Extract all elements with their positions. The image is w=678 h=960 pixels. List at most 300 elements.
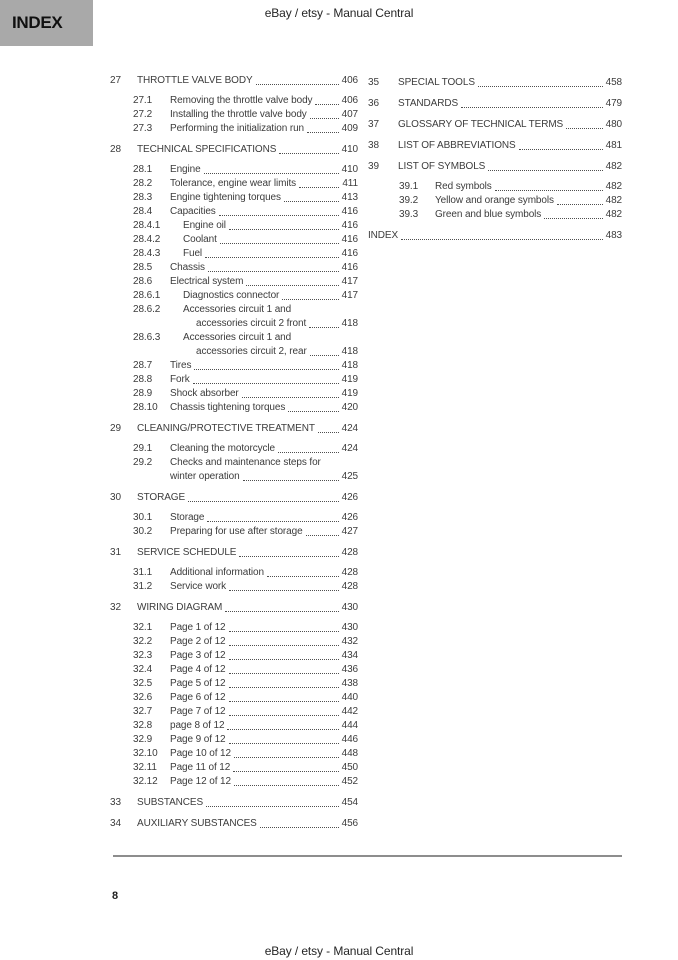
toc-entry-number: 28.7 [133,360,153,371]
toc-entry-title: Electrical system [170,276,244,287]
toc-section [110,491,358,539]
page-number: 482 [605,195,622,206]
toc-entry [110,566,358,580]
toc-entry-title: Fuel [183,248,203,259]
toc-entry-title: Page 2 of 12 [170,636,226,647]
page-number: 440 [341,692,358,703]
leader-dots [229,687,339,688]
toc-section-heading [368,139,622,153]
toc-entry [110,705,358,719]
toc-entries [110,94,358,136]
toc-entry-title: Chassis [170,262,205,273]
toc-entry-text [170,303,358,331]
leader-dots [205,257,339,258]
toc-section-title: GLOSSARY OF TECHNICAL TERMS [398,119,564,130]
toc-entry-number: 30.1 [133,512,153,523]
toc-entry-title: Page 9 of 12 [170,734,226,745]
header-title: eBay / etsy - Manual Central [264,6,414,20]
toc-entry-title: Page 11 of 12 [170,762,231,773]
toc-entry-number: 32.2 [133,636,153,647]
toc-section [368,97,622,111]
toc-entry-number: 30.2 [133,526,153,537]
toc-section [110,422,358,484]
page-number: 432 [341,636,358,647]
toc-entry [110,163,358,177]
toc-entry-title: Cleaning the motorcycle [170,443,275,454]
toc-entry-number: 28.2 [133,178,153,189]
page-number: 452 [341,776,358,787]
leader-dots [193,383,339,384]
toc-entry-number: 29.2 [133,457,153,468]
toc-entry-title: Tires [170,360,192,371]
toc-section [368,160,622,222]
toc-entry-title-line2 [183,345,358,359]
toc-entry [110,719,358,733]
toc-entry [110,122,358,136]
toc-section-number: 27 [110,75,121,86]
leader-dots [282,299,338,300]
toc-entry [110,747,358,761]
leader-dots [194,369,338,370]
toc-section-heading [110,546,358,560]
toc-entry-title: Fork [170,374,190,385]
page-number: 430 [341,622,358,633]
toc-entry-title: Engine [170,164,201,175]
leader-dots [478,86,603,87]
toc-section-number: 34 [110,818,121,829]
toc-entry [110,621,358,635]
toc-section [110,601,358,789]
toc-entry [110,108,358,122]
page-number: 420 [341,402,358,413]
toc-entry-title: Page 1 of 12 [170,622,226,633]
leader-dots [229,659,339,660]
toc-entry-number: 28.4.3 [133,248,161,259]
toc-entry [110,649,358,663]
toc-section-title: LIST OF ABBREVIATIONS [398,140,516,151]
toc-index-entry [368,229,622,243]
page-number: 426 [341,492,358,503]
toc-entry [110,580,358,594]
toc-entry-number: 32.12 [133,776,158,787]
leader-dots [309,327,338,328]
toc-entries [110,566,358,594]
toc-entry-title: Page 5 of 12 [170,678,226,689]
toc-entry [110,387,358,401]
toc-section-number: 29 [110,423,121,434]
leader-dots [267,576,339,577]
toc-entry-number: 28.4 [133,206,153,217]
leader-dots [229,590,339,591]
page-number: 425 [341,471,358,482]
leader-dots [243,480,339,481]
toc-entry-title: Checks and maintenance steps for [170,457,321,468]
toc-entry [110,177,358,191]
toc-entry [110,525,358,539]
page-number: 428 [341,567,358,578]
toc-section-number: 31 [110,547,121,558]
toc-section [110,796,358,810]
page-number: 482 [605,209,622,220]
toc-entry [110,233,358,247]
toc-section-title: SPECIAL TOOLS [398,77,475,88]
toc-entry-number: 31.1 [133,567,153,578]
toc-entry-text [170,456,358,484]
page-number: 410 [341,144,358,155]
toc-entry-number: 32.3 [133,650,153,661]
toc-entry-number: 28.9 [133,388,153,399]
toc-section-heading [110,491,358,505]
toc-entry-title: Additional information [170,567,264,578]
toc-entry [110,303,358,331]
toc-section-heading [110,143,358,157]
leader-dots [544,218,602,219]
page-number: 406 [341,95,358,106]
page-number: 483 [605,230,622,241]
leader-dots [227,729,338,730]
toc-entry [110,359,358,373]
leader-dots [220,243,339,244]
page-number: 448 [341,748,358,759]
leader-dots [488,170,602,171]
toc-entry [110,635,358,649]
toc-entry-number: 28.6.1 [133,290,161,301]
toc-entry [110,331,358,359]
page-number: 480 [605,119,622,130]
toc-section-number: 33 [110,797,121,808]
toc-left-column [110,74,358,838]
toc-entry-title: Accessories circuit 1 and [183,332,292,343]
page-number: 411 [342,178,358,189]
leader-dots [204,173,339,174]
leader-dots [519,149,603,150]
toc-entries [110,442,358,484]
page-number: 428 [341,581,358,592]
leader-dots [299,187,339,188]
toc-entry [110,275,358,289]
leader-dots [401,239,603,240]
toc-entries [110,163,358,415]
leader-dots [188,501,339,502]
toc-section-title: SERVICE SCHEDULE [137,547,237,558]
toc-section-title: THROTTLE VALVE BODY [137,75,253,86]
page-number: 417 [341,276,358,287]
toc-entry-title: Storage [170,512,205,523]
page-number: 416 [341,234,358,245]
toc-section-heading [368,118,622,132]
leader-dots [242,397,339,398]
toc-section-title: STORAGE [137,492,186,503]
toc-entry-title: Preparing for use after storage [170,526,303,537]
page-number: 418 [341,346,358,357]
page-number: 482 [605,161,622,172]
leader-dots [229,631,339,632]
toc-entry-number: 28.6.3 [133,332,161,343]
toc-entry [368,194,622,208]
toc-entry-number: 28.10 [133,402,158,413]
toc-entry [110,401,358,415]
page-number: 427 [341,526,358,537]
page-number: 424 [341,443,358,454]
toc-entries [368,180,622,222]
page-number: 417 [341,290,358,301]
toc-section-heading [110,422,358,436]
page-number: 456 [341,818,358,829]
page-number: 436 [341,664,358,675]
leader-dots [229,715,339,716]
leader-dots [306,535,339,536]
leader-dots [219,215,339,216]
toc-entry-title-continued: accessories circuit 2 front [196,318,307,329]
page-number: 409 [341,123,358,134]
leader-dots [229,673,339,674]
page-number: 406 [341,75,358,86]
leader-dots [233,771,338,772]
toc-entry [110,373,358,387]
toc-section-heading [368,97,622,111]
index-tab-label: INDEX [12,13,63,32]
leader-dots [284,201,339,202]
toc-entry-title: page 8 of 12 [170,720,225,731]
toc-entry-number: 28.6 [133,276,153,287]
toc-entry-title-continued: accessories circuit 2, rear [196,346,307,357]
page-number: 416 [341,262,358,273]
page-number: 458 [605,77,622,88]
toc-section-title: LIST OF SYMBOLS [398,161,486,172]
toc-entry-title: Installing the throttle valve body [170,109,307,120]
toc-right-column [368,76,622,250]
page-number: 446 [341,734,358,745]
toc-entry-number: 32.11 [133,762,157,773]
leader-dots [310,118,339,119]
toc-entry-number: 32.7 [133,706,153,717]
page-number: 419 [341,374,358,385]
page-number: 428 [341,547,358,558]
page-number: 416 [341,220,358,231]
toc-entry-title: Page 3 of 12 [170,650,226,661]
toc-section-number: 28 [110,144,121,155]
toc-entries [110,511,358,539]
toc-section [368,139,622,153]
toc-entry-number: 39.2 [399,195,419,206]
toc-entry-title: Page 12 of 12 [170,776,231,787]
toc-section-title: STANDARDS [398,98,459,109]
toc-entry-title: Green and blue symbols [435,209,542,220]
toc-section-heading [110,601,358,615]
leader-dots [278,452,339,453]
toc-section [368,76,622,90]
toc-section-number: 35 [368,77,379,88]
toc-entry-title: Diagnostics connector [183,290,280,301]
toc-entry-number: 32.1 [133,622,153,633]
toc-section [368,118,622,132]
page-number: 416 [341,206,358,217]
toc-entry-number: 29.1 [133,443,153,454]
toc-entry-number: 27.1 [133,95,153,106]
toc-entry-title: Removing the throttle valve body [170,95,313,106]
footer-title: eBay / etsy - Manual Central [264,944,414,958]
toc-entry-number: 28.1 [133,164,153,175]
toc-entry [110,289,358,303]
toc-entry-number: 32.4 [133,664,153,675]
toc-entry-title: Service work [170,581,227,592]
toc-entry [110,94,358,108]
toc-entry-number: 31.2 [133,581,153,592]
leader-dots [225,611,338,612]
toc-entries [110,621,358,789]
toc-entry-number: 32.10 [133,748,158,759]
toc-entry-title: Page 7 of 12 [170,706,226,717]
toc-entry-title: Accessories circuit 1 and [183,304,292,315]
page-number: 442 [341,706,358,717]
toc-section-title: CLEANING/PROTECTIVE TREATMENT [137,423,315,434]
toc-section-number: 38 [368,140,379,151]
toc-entry-title: Page 4 of 12 [170,664,226,675]
leader-dots [566,128,602,129]
leader-dots [318,432,339,433]
toc-section [110,817,358,831]
page-number: 413 [341,192,358,203]
leader-dots [234,785,339,786]
page-number: 481 [605,140,622,151]
toc-section-title: WIRING DIAGRAM [137,602,223,613]
footer-divider [113,855,622,857]
toc-entry [110,219,358,233]
leader-dots [557,204,603,205]
page-number: 418 [341,318,358,329]
leader-dots [208,271,339,272]
page-number: 434 [341,650,358,661]
page-number: 438 [341,678,358,689]
toc-section-title: TECHNICAL SPECIFICATIONS [137,144,277,155]
toc-entry-title: Red symbols [435,181,492,192]
page-number: 407 [341,109,358,120]
toc-entry-number: 32.8 [133,720,153,731]
leader-dots [239,556,338,557]
leader-dots [246,285,338,286]
page-number: 479 [605,98,622,109]
toc-entry [110,456,358,484]
toc-section [110,74,358,136]
toc-section-heading [110,817,358,831]
toc-section-number: 30 [110,492,121,503]
page-number: 426 [341,512,358,523]
toc-entry-title-line2 [170,470,358,484]
leader-dots [207,521,338,522]
toc-entry [368,180,622,194]
toc-section-heading [368,160,622,174]
leader-dots [260,827,339,828]
toc-entry-number: 27.3 [133,123,153,134]
toc-entry [368,208,622,222]
toc-entry [110,677,358,691]
toc-section-title: INDEX [368,230,399,241]
toc-section-number: 36 [368,98,379,109]
toc-entry [110,205,358,219]
leader-dots [256,84,339,85]
leader-dots [495,190,603,191]
toc-entry-title-continued: winter operation [170,471,240,482]
toc-entry [110,663,358,677]
page-number: 454 [341,797,358,808]
leader-dots [229,229,339,230]
page-number-footer: 8 [112,890,119,902]
leader-dots [206,806,339,807]
page-number: 416 [341,248,358,259]
toc-section [110,546,358,594]
toc-entry [110,261,358,275]
leader-dots [288,411,338,412]
toc-entry-number: 39.3 [399,209,419,220]
leader-dots [307,132,339,133]
toc-entry-number: 32.6 [133,692,153,703]
toc-entry-number: 28.4.2 [133,234,161,245]
toc-entry [110,761,358,775]
toc-entry-title: Page 10 of 12 [170,748,231,759]
toc-entry-number: 27.2 [133,109,153,120]
toc-section-heading [110,796,358,810]
toc-entry [110,775,358,789]
page-number: 424 [341,423,358,434]
toc-section-number: 37 [368,119,379,130]
page-number: 430 [341,602,358,613]
toc-entry [110,733,358,747]
toc-section-heading [110,74,358,88]
toc-section-number: 32 [110,602,121,613]
toc-entry-title-line2 [183,317,358,331]
toc-entry-title: Chassis tightening torques [170,402,286,413]
toc-section-title: AUXILIARY SUBSTANCES [137,818,257,829]
leader-dots [234,757,339,758]
leader-dots [229,701,339,702]
toc-entry-title: Performing the initialization run [170,123,304,134]
toc-entry-title: Tolerance, engine wear limits [170,178,297,189]
toc-section-number: 39 [368,161,379,172]
toc-entry [110,247,358,261]
toc-entry-number: 28.5 [133,262,153,273]
toc-entry-title: Engine tightening torques [170,192,281,203]
toc-entry-title: Capacities [170,206,216,217]
page-number: 444 [341,720,358,731]
toc-entry-title: Shock absorber [170,388,239,399]
toc-entry-title: Engine oil [183,220,226,231]
toc-entry [110,191,358,205]
toc-entry-title: Page 6 of 12 [170,692,226,703]
toc-entry-number: 28.8 [133,374,153,385]
leader-dots [229,645,339,646]
toc-entry-text [170,331,358,359]
page-number: 418 [341,360,358,371]
toc-section [110,143,358,415]
toc-entry-title: Yellow and orange symbols [435,195,554,206]
page-number: 410 [341,164,358,175]
leader-dots [279,153,338,154]
toc-entry-number: 39.1 [399,181,419,192]
leader-dots [461,107,603,108]
toc-entry-number: 28.4.1 [133,220,161,231]
toc-section-heading [368,76,622,90]
page-number: 482 [605,181,622,192]
leader-dots [315,104,338,105]
toc-entry-number: 32.9 [133,734,153,745]
toc-entry-number: 28.6.2 [133,304,161,315]
toc-entry-number: 28.3 [133,192,153,203]
toc-entry-number: 32.5 [133,678,153,689]
toc-section-title: SUBSTANCES [137,797,204,808]
toc-section [368,229,622,243]
toc-entry [110,442,358,456]
toc-entry [110,511,358,525]
